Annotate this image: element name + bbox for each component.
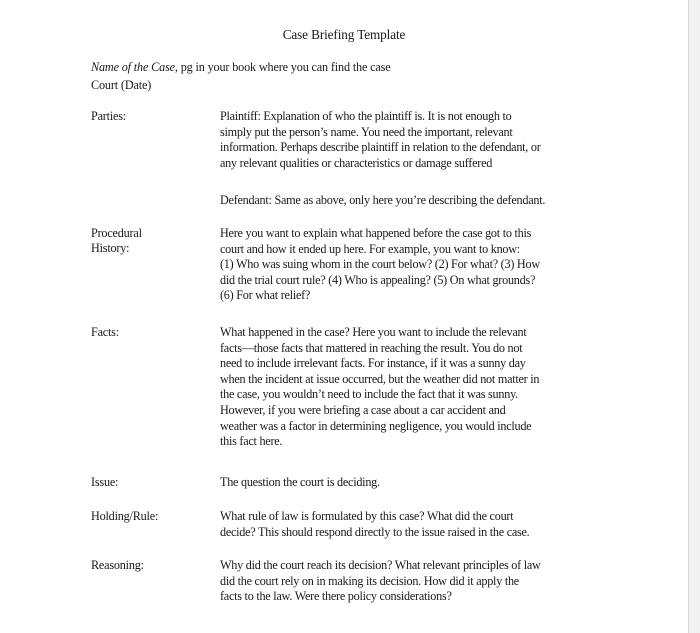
text-line: any relevant qualities or characteristics or damage suffered bbox=[220, 155, 493, 170]
section-text-issue bbox=[220, 475, 630, 491]
text-line: this fact here. bbox=[220, 434, 283, 449]
text-line: when the incident at issue occurred, but the weather did not matter in bbox=[220, 371, 540, 386]
text-line: decide? This should respond directly to the issue raised in the case. bbox=[220, 524, 530, 539]
text-line: The question the court is deciding. bbox=[220, 475, 380, 489]
case-name-line bbox=[91, 60, 391, 75]
court-date-line: Court (Date) bbox=[91, 78, 152, 92]
text-line: facts to the law. Were there policy considerations? bbox=[220, 589, 452, 604]
case-name-rest: , pg in your book where you can find the case bbox=[174, 60, 391, 74]
text-line: Facts: bbox=[91, 325, 119, 339]
text-line: did the trial court rule? (4) Who is appealing? (5) On what grounds? bbox=[220, 272, 536, 287]
section-text-parties bbox=[220, 109, 630, 171]
text-line: information. Perhaps describe plaintiff in relation to the defendant, or bbox=[220, 140, 541, 155]
text-line: simply put the person’s name. You need the important, relevant bbox=[220, 124, 513, 139]
text-line: facts—those facts that mattered in reaching the result. You do not bbox=[220, 340, 523, 355]
text-line: Defendant: Same as above, only here you’re describing the defendant. bbox=[220, 193, 546, 207]
text-line: Here you want to explain what happened before the case got to this bbox=[220, 226, 532, 240]
section-text-defendant bbox=[220, 193, 630, 209]
text-line: Why did the court reach its decision? What relevant principles of law bbox=[220, 558, 541, 572]
text-line: need to include irrelevant facts. For instance, if it was a sunny day bbox=[220, 356, 526, 371]
section-label-parties bbox=[91, 109, 126, 124]
section-label-reasoning bbox=[91, 558, 144, 573]
text-line: the case, you wouldn’t need to include the fact that it was sunny. bbox=[220, 387, 518, 402]
section-text-procedural-history bbox=[220, 226, 630, 304]
section-label-facts bbox=[91, 325, 119, 340]
section-text-facts bbox=[220, 325, 630, 450]
text-line: However, if you were briefing a case about a car accident and bbox=[220, 402, 506, 417]
text-line: Issue: bbox=[91, 475, 119, 489]
section-label-issue bbox=[91, 475, 118, 490]
section-text-holding-rule bbox=[220, 509, 630, 540]
text-line: Holding/Rule: bbox=[91, 509, 159, 523]
text-line: weather was a factor in determining negligence, you would include bbox=[220, 418, 532, 433]
text-line: What happened in the case? Here you want to include the relevant bbox=[220, 325, 527, 339]
section-label-procedural-history bbox=[91, 226, 142, 256]
document-title: Case Briefing Template bbox=[282, 27, 406, 42]
case-name-italic: Name of the Case bbox=[91, 60, 175, 74]
text-line: Plaintiff: Explanation of who the plaintiff is. It is not enough to bbox=[220, 109, 512, 123]
text-line: What rule of law is formulated by this case? What did the court bbox=[220, 509, 514, 523]
section-label-holding-rule bbox=[91, 509, 158, 524]
text-line: (6) For what relief? bbox=[220, 288, 311, 303]
text-line: Reasoning: bbox=[91, 558, 144, 572]
text-line: Parties: bbox=[91, 109, 126, 123]
text-line: (1) Who was suing whom in the court below? (2) For what? (3) How bbox=[220, 257, 540, 272]
text-line: History: bbox=[91, 241, 130, 256]
section-text-reasoning bbox=[220, 558, 630, 605]
text-line: did the court rely on in making its decision. How did it apply the bbox=[220, 573, 519, 588]
text-line: court and how it ended up here. For example, you want to know: bbox=[220, 241, 520, 256]
text-line: Procedural bbox=[91, 226, 142, 240]
